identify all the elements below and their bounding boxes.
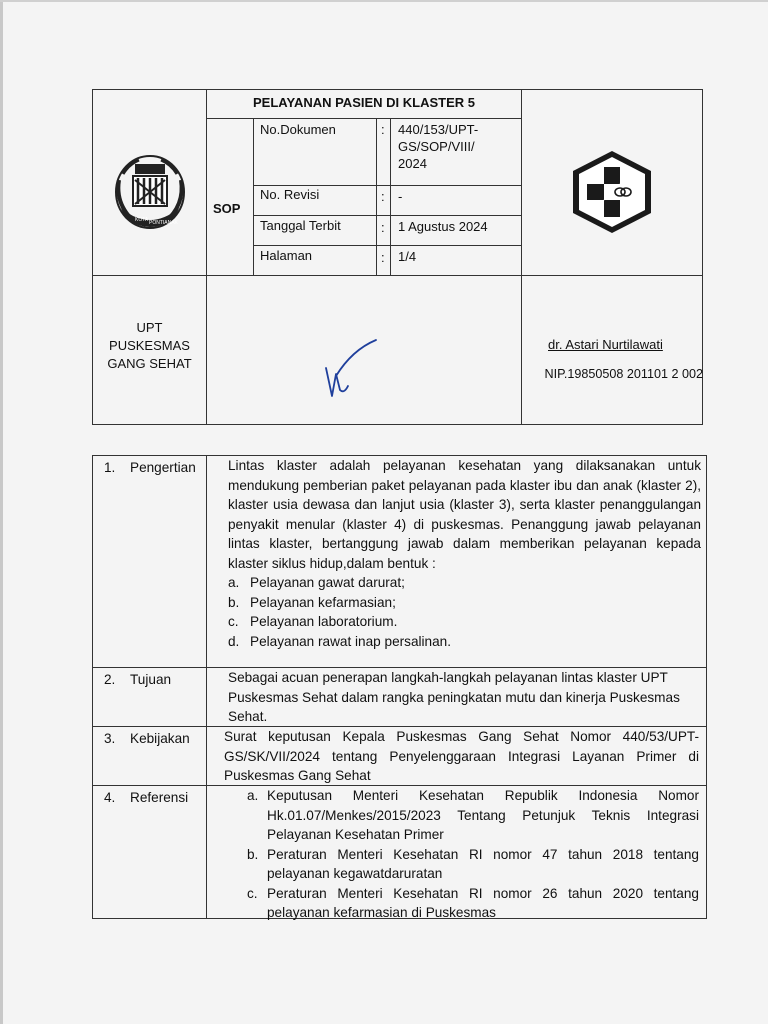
section-number: 2. (104, 672, 116, 687)
tujuan-content: Sebagai acuan penerapan langkah-langkah pelayanan lintas klaster UPT Puskesmas Sehat dalam rangka peningkatan mutu dan kinerja Puskesmas Sehat. (228, 670, 680, 724)
section-title-referensi: Referensi (130, 790, 189, 805)
field-label-no-revisi: No. Revisi (260, 187, 320, 202)
sop-body-table (92, 455, 707, 919)
section-title-pengertian: Pengertian (130, 460, 196, 475)
document-title: PELAYANAN PASIEN DI KLASTER 5 (252, 95, 475, 110)
field-sep: : (381, 220, 385, 235)
section-number: 3. (104, 731, 116, 746)
field-value-tanggal-terbit: 1 Agustus 2024 (398, 219, 488, 234)
organization-name: UPT PUSKESMAS GANG SEHAT (107, 320, 192, 371)
list-item: b. Peraturan Menteri Kesehatan RI nomor 47 tahun 2018 tentang pelayanan kegawatdaruratan (247, 846, 699, 881)
pengertian-list (228, 573, 701, 651)
field-sep: : (381, 189, 385, 204)
list-item: c. Peraturan Menteri Kesehatan RI nomor 26 tahun 2020 tentang pelayanan kefarmasian di Puskesmas (247, 885, 699, 920)
field-label-halaman: Halaman (260, 248, 313, 263)
kebijakan-content: Surat keputusan Kepala Puskesmas Gang Sehat Nomor 440/53/UPT-GS/SK/VII/2024 tentang Penyelenggaraan Integrasi Layanan Primer di Puskesmas Gang Sehat (224, 729, 699, 783)
field-sep: : (381, 250, 385, 265)
referensi-content (247, 786, 699, 923)
health-ministry-logo (567, 147, 657, 237)
field-value-no-revisi: - (398, 189, 403, 204)
pengertian-paragraph: Lintas klaster adalah pelayanan kesehatan yang dilaksanakan untuk mendukung pemberian paket pelayanan pada klaster ibu dan anak (klaster 2), klaster usia dewasa dan lanjut usia (klaster 3), serta klaster penanggulangan penyakit menular (klaster 4) di puskesmas. Penanggung jawab pelayanan lintas klaster, bertanggung jawab dalam memberikan pelayanan kepada klaster siklus hidup,dalam bentuk : (228, 458, 701, 571)
sop-header-table (92, 89, 703, 425)
signature (318, 330, 388, 400)
field-value-halaman: 1/4 (398, 249, 417, 264)
page-edge-left (0, 0, 3, 1024)
section-number: 4. (104, 790, 116, 805)
sop-label: SOP (213, 201, 241, 216)
pengertian-content (228, 456, 701, 651)
field-label-no-dokumen: No.Dokumen (260, 122, 336, 137)
field-sep: : (381, 122, 385, 137)
list-item: b. Pelayanan kefarmasian; (228, 594, 396, 610)
section-number: 1. (104, 460, 116, 475)
section-title-kebijakan: Kebijakan (130, 731, 190, 746)
signer-nip: NIP.19850508 201101 2 002 (544, 367, 703, 381)
logo-text: PONTIANAK (149, 220, 178, 226)
list-item: c. Pelayanan laboratorium. (228, 614, 398, 629)
list-item: d. Pelayanan rawat inap persalinan. (228, 633, 452, 649)
signer-name: dr. Astari Nurtilawati (548, 337, 663, 352)
city-seal-logo (105, 150, 195, 235)
logo-text: KOTA (135, 217, 149, 223)
list-item: a. Pelayanan gawat darurat; (228, 575, 405, 590)
list-item: a. Keputusan Menteri Kesehatan Republik Indonesia Nomor Hk.01.07/Menkes/2015/2023 Tentang Petunjuk Teknis Integrasi Pelayanan Kesehatan Primer (247, 788, 699, 842)
field-label-tanggal-terbit: Tanggal Terbit (260, 218, 341, 233)
section-title-tujuan: Tujuan (130, 672, 172, 687)
field-value-no-dokumen: 440/153/UPT- GS/SOP/VIII/ 2024 (398, 122, 479, 171)
referensi-list (247, 786, 699, 923)
page-edge-top (0, 0, 768, 2)
